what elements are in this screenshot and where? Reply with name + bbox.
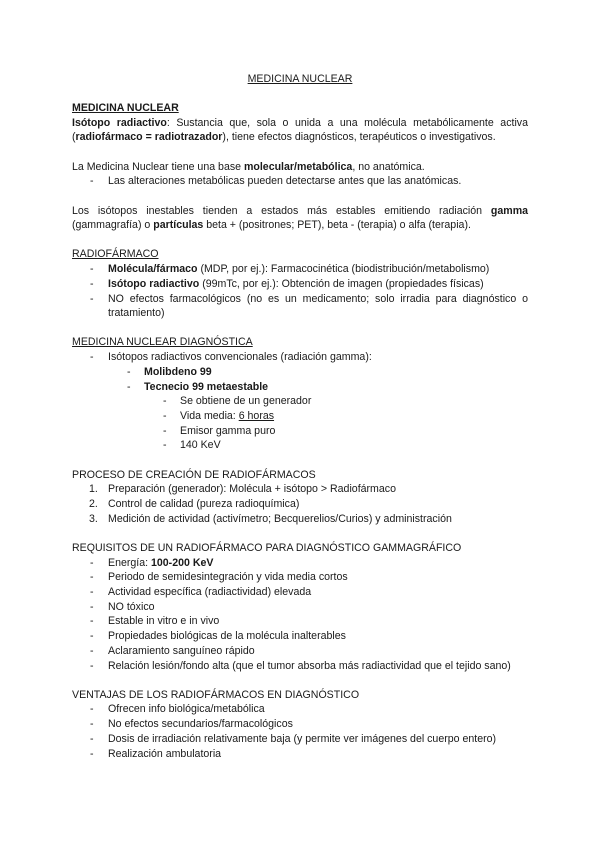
list-subsubitem: [72, 424, 528, 439]
list-item-text: Aclaramiento sanguíneo rápido: [108, 644, 255, 657]
term: gamma: [490, 204, 528, 217]
base-paragraph: [72, 160, 528, 175]
section-heading-medicina-nuclear: MEDICINA NUCLEAR: [72, 102, 179, 114]
section-heading-requisitos: REQUISITOS DE UN RADIOFÁRMACO PARA DIAGNÓSTICO GAMMAGRÁFICO: [72, 541, 462, 554]
list-item-text: Emisor gamma puro: [180, 424, 276, 437]
numbered-item: [72, 512, 528, 527]
bullet-marker: -: [163, 409, 167, 422]
list-item: [72, 174, 528, 189]
list-item-text: Medición de actividad (activímetro; Becquerelios/Curios) y administración: [108, 512, 452, 525]
bullet-marker: -: [90, 263, 94, 276]
bullet-marker: -: [90, 718, 94, 731]
bullet-marker: -: [90, 351, 94, 364]
bullet-marker: -: [90, 615, 94, 628]
bullet-marker: -: [90, 644, 94, 657]
text: Los isótopos inestables tienden a estados más estables emitiendo radiación: [72, 204, 491, 217]
bullet-marker: -: [90, 585, 94, 598]
list-item-text: Estable in vitro e in vivo: [108, 615, 220, 628]
bullet-marker: -: [90, 175, 94, 188]
list-subsubitem: [72, 409, 528, 424]
term: Isótopo radiactivo: [72, 116, 167, 129]
list-item-text: Energía:: [108, 556, 151, 569]
list-item: [72, 702, 528, 717]
list-item: [72, 570, 528, 585]
list-item: [72, 732, 528, 747]
list-item: [72, 292, 528, 321]
diagnostica-list: [72, 350, 528, 453]
bullet-marker: -: [90, 292, 94, 305]
list-item: [72, 717, 528, 732]
term: Tecnecio 99 metaestable: [144, 380, 269, 393]
list-item: [72, 629, 528, 644]
list-item-text: Isótopos radiactivos convencionales (radiación gamma):: [108, 351, 372, 364]
bullet-marker: -: [163, 439, 167, 452]
bullet-marker: -: [127, 380, 131, 393]
term: Isótopo radiactivo: [108, 277, 200, 290]
document-body: [72, 101, 528, 761]
bullet-marker: -: [90, 600, 94, 613]
numbered-item: [72, 497, 528, 512]
base-list: [72, 174, 528, 189]
list-item-text: Actividad específica (radiactividad) elevada: [108, 585, 312, 598]
bullet-marker: -: [127, 365, 131, 378]
list-subitem: [72, 365, 528, 380]
bullet-marker: -: [90, 659, 94, 672]
list-item-text: 140 KeV: [180, 439, 221, 452]
energy-value: 100-200 KeV: [151, 556, 214, 569]
number-marker: 3.: [89, 512, 98, 525]
section-heading-proceso: PROCESO DE CREACIÓN DE RADIOFÁRMACOS: [72, 468, 316, 481]
list-item: [72, 262, 528, 277]
text: (gammagrafía) o: [72, 219, 154, 232]
radiofarmaco-list: [72, 262, 528, 321]
list-item: [72, 659, 528, 674]
list-item-text: Control de calidad (pureza radioquímica): [108, 497, 300, 510]
term: molecular/metabólica: [243, 160, 353, 173]
unstable-isotopes-paragraph: [72, 204, 528, 233]
bullet-marker: -: [90, 747, 94, 760]
bullet-marker: -: [90, 277, 94, 290]
bullet-marker: -: [90, 571, 94, 584]
numbered-item: [72, 482, 528, 497]
text: : Sustancia que, sola o unida a una molécula metabólicamente activa (: [72, 116, 528, 144]
section-heading-radiofarmaco: RADIOFÁRMACO: [72, 248, 159, 261]
list-item-text: No efectos secundarios/farmacológicos: [108, 718, 293, 731]
text: , no anatómica.: [352, 160, 425, 173]
ventajas-list: [72, 702, 528, 761]
bullet-marker: -: [163, 395, 167, 408]
list-item-text: Vida media:: [180, 409, 239, 422]
list-item-text: (MDP, por ej.): Farmacocinética (biodistribución/metabolismo): [197, 263, 490, 276]
list-item-text: Ofrecen info biológica/metabólica: [108, 703, 265, 716]
list-item-text: Preparación (generador): Molécula + isótopo > Radiofármaco: [108, 483, 396, 496]
list-item-text: Se obtiene de un generador: [180, 395, 312, 408]
list-subitem: [72, 380, 528, 395]
list-item: [72, 644, 528, 659]
list-item: [72, 556, 528, 571]
list-item: [72, 600, 528, 615]
number-marker: 1.: [89, 483, 98, 496]
list-item: [72, 585, 528, 600]
list-subsubitem: [72, 394, 528, 409]
list-subsubitem: [72, 438, 528, 453]
document-title: MEDICINA NUCLEAR: [247, 73, 353, 85]
list-item-text: Las alteraciones metabólicas pueden detectarse antes que las anatómicas.: [108, 175, 462, 188]
term: partículas: [153, 219, 204, 232]
list-item-text: NO efectos farmacológicos (no es un medicamento; solo irradia para diagnóstico o tratamiento): [108, 292, 528, 320]
requisitos-list: [72, 556, 528, 674]
bullet-marker: -: [163, 424, 167, 437]
list-item-text: Realización ambulatoria: [108, 747, 222, 760]
bullet-marker: -: [90, 556, 94, 569]
list-item-text: NO tóxico: [108, 600, 155, 613]
section-heading-ventajas: VENTAJAS DE LOS RADIOFÁRMACOS EN DIAGNÓSTICO: [72, 688, 360, 701]
list-item-text: Relación lesión/fondo alta (que el tumor absorba más radiactividad que el tejido sano): [108, 659, 511, 672]
list-item-text: (99mTc, por ej.): Obtención de imagen (propiedades físicas): [199, 277, 484, 290]
isotope-definition: [72, 116, 528, 145]
bullet-marker: -: [90, 630, 94, 643]
term: Molibdeno 99: [144, 365, 212, 378]
list-item-text: Propiedades biológicas de la molécula inalterables: [108, 630, 346, 643]
list-item-text: Periodo de semidesintegración y vida media cortos: [108, 571, 348, 584]
list-item: [72, 350, 528, 365]
list-item-text: Dosis de irradiación relativamente baja (y permite ver imágenes del cuerpo entero): [108, 732, 497, 745]
half-life-value: 6 horas: [238, 409, 275, 422]
list-item: [72, 747, 528, 762]
text: La Medicina Nuclear tiene una base: [72, 160, 244, 173]
text: ), tiene efectos diagnósticos, terapéuticos o investigativos.: [222, 131, 496, 144]
term: radiofármaco = radiotrazador: [75, 131, 223, 144]
proceso-list: [72, 482, 528, 526]
bullet-marker: -: [90, 703, 94, 716]
text: beta + (positrones; PET), beta - (terapia) o alfa (terapia).: [203, 219, 471, 232]
list-item: [72, 614, 528, 629]
section-heading-diagnostica: MEDICINA NUCLEAR DIAGNÓSTICA: [72, 336, 253, 349]
number-marker: 2.: [89, 497, 98, 510]
list-item: [72, 277, 528, 292]
bullet-marker: -: [90, 732, 94, 745]
term: Molécula/fármaco: [108, 263, 198, 276]
